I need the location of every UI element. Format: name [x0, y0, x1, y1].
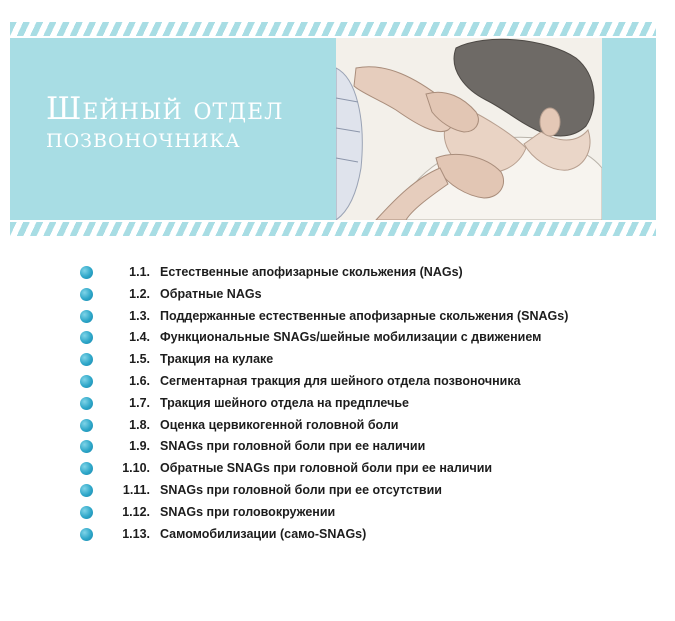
toc-item-number: 1.8. [129, 417, 150, 432]
toc-item[interactable] [80, 458, 640, 480]
toc-item[interactable] [80, 415, 640, 437]
toc-item-number: 1.10. [122, 461, 150, 476]
bullet-icon [80, 331, 93, 344]
decorative-stripe-bottom [10, 222, 656, 236]
toc-item-title: Обратные SNAGs при головной боли при ее наличии [160, 461, 493, 476]
bullet-icon [80, 506, 93, 519]
table-of-contents [80, 262, 640, 545]
toc-item[interactable] [80, 371, 640, 393]
toc-item-title: Обратные NAGs [160, 286, 262, 301]
toc-item[interactable] [80, 306, 640, 328]
toc-item-title: Естественные апофизарные скольжения (NAGs) [160, 265, 463, 279]
toc-item-title: Тракция шейного отдела на предплечье [160, 395, 409, 410]
toc-item-title: Самомобилизации (само-SNAGs) [160, 526, 367, 541]
toc-item-title: SNAGs при головокружении [160, 504, 336, 519]
bullet-icon [80, 484, 93, 497]
toc-item-number: 1.7. [129, 395, 150, 410]
bullet-icon [80, 353, 93, 366]
toc-item[interactable] [80, 349, 640, 371]
toc-item-title: Тракция на кулаке [160, 352, 274, 367]
bullet-icon [80, 266, 93, 279]
toc-item-number: 1.3. [129, 308, 150, 323]
toc-item-title: Поддержанные естественные апофизарные скольжения (SNAGs) [160, 308, 569, 323]
toc-item-title: Функциональные SNAGs/шейные мобилизации с движением [160, 330, 542, 345]
toc-item-number: 1.4. [129, 330, 150, 345]
decorative-stripe-top [10, 22, 656, 36]
toc-item-number: 1.5. [129, 352, 150, 367]
toc-item-number: 1.9. [129, 439, 150, 454]
chapter-title-line2: позвоночника [46, 123, 241, 154]
bullet-icon [80, 310, 93, 323]
toc-item-number: 1.2. [129, 286, 150, 301]
toc-item[interactable] [80, 480, 640, 502]
toc-item-title: Сегментарная тракция для шейного отдела позвоночника [160, 373, 521, 388]
toc-item[interactable] [80, 502, 640, 524]
bullet-icon [80, 440, 93, 453]
toc-item-number: 1.11. [122, 482, 150, 497]
bullet-icon [80, 397, 93, 410]
chapter-title-line1: Шейный отдел [46, 91, 284, 127]
bullet-icon [80, 419, 93, 432]
toc-item[interactable] [80, 284, 640, 306]
bullet-icon [80, 288, 93, 301]
bullet-icon [80, 375, 93, 388]
toc-item[interactable] [80, 262, 640, 284]
toc-item[interactable] [80, 436, 640, 458]
bullet-icon [80, 528, 93, 541]
toc-item[interactable] [80, 393, 640, 415]
toc-item-title: Оценка цервикогенной головной боли [160, 417, 399, 432]
toc-item-title: SNAGs при головной боли при ее отсутствии [160, 482, 442, 497]
chapter-title [46, 91, 284, 154]
bullet-icon [80, 462, 93, 475]
toc-item-number: 1.1. [129, 265, 150, 279]
neck-mobilization-illustration [336, 38, 602, 220]
toc-item-title: SNAGs при головной боли при ее наличии [160, 439, 426, 454]
toc-item[interactable] [80, 327, 640, 349]
toc-item[interactable] [80, 524, 640, 546]
toc-item-number: 1.12. [122, 504, 150, 519]
toc-item-number: 1.6. [129, 373, 150, 388]
toc-item-number: 1.13. [122, 526, 150, 541]
